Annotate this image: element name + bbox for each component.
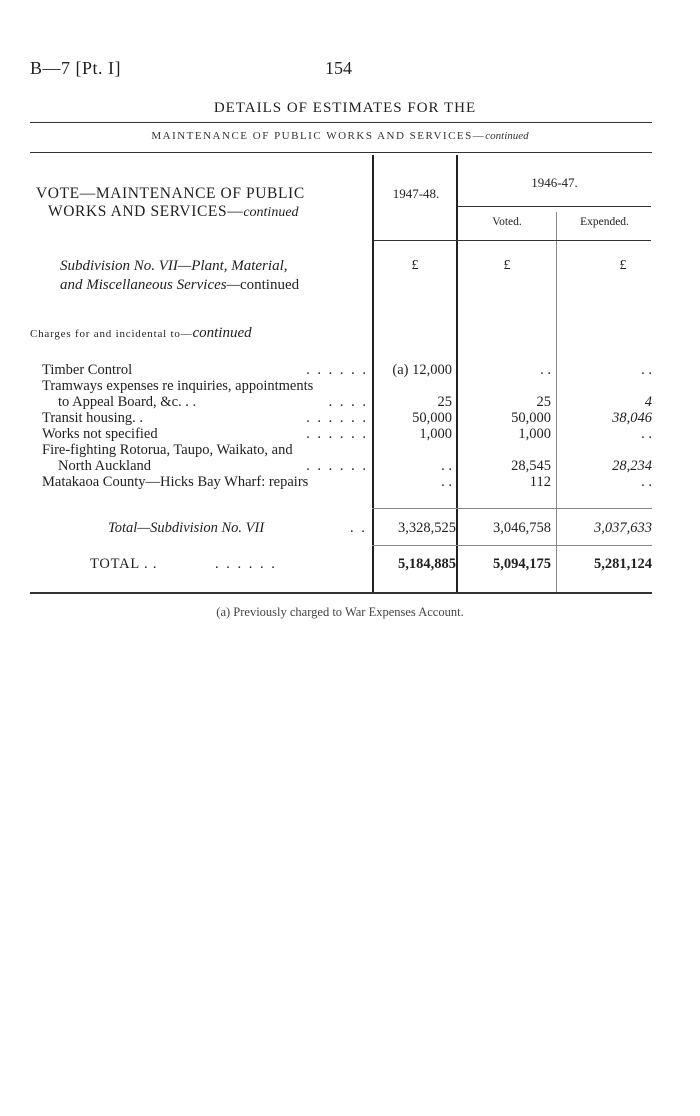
row-dots: . . . . . . bbox=[306, 426, 368, 442]
table-top-rule bbox=[30, 152, 652, 153]
row-label: Fire-fighting Rotorua, Taupo, Waikato, and bbox=[42, 442, 293, 458]
subdivision-line2-plain: continued bbox=[239, 277, 300, 293]
header-bottom-rule bbox=[374, 240, 651, 241]
total-voted: 5,094,175 bbox=[493, 556, 551, 572]
row-dots: . . . . bbox=[328, 394, 368, 410]
charges-continued: continued bbox=[192, 325, 252, 341]
row-expended: . . bbox=[641, 474, 652, 490]
currency-expended: £ bbox=[619, 258, 627, 273]
row-dots: . . . . . . bbox=[306, 458, 368, 474]
row-voted: 25 bbox=[536, 394, 551, 410]
row-label: North Auckland bbox=[58, 458, 152, 474]
subheader-rule bbox=[458, 206, 651, 207]
row-label: Transit housing. . bbox=[42, 410, 143, 426]
row-dots: . . . . . . bbox=[306, 362, 368, 378]
subtotal-1947-48: 3,328,525 bbox=[398, 520, 456, 536]
subtitle-continued: continued bbox=[485, 130, 529, 142]
total-expended: 5,281,124 bbox=[594, 556, 652, 572]
subdivision-heading bbox=[60, 257, 299, 295]
page-subtitle bbox=[0, 130, 680, 142]
charges-heading bbox=[30, 325, 252, 342]
row-expended: 28,234 bbox=[612, 458, 652, 474]
subtotal-voted: 3,046,758 bbox=[493, 520, 551, 536]
vote-heading-line2 bbox=[36, 203, 305, 222]
row-1947-48: 50,000 bbox=[412, 410, 452, 426]
row-1947-48: 1,000 bbox=[419, 426, 452, 442]
row-expended: . . bbox=[641, 426, 652, 442]
page-number: 154 bbox=[325, 58, 352, 78]
row-1947-48: (a) 12,000 bbox=[392, 362, 452, 378]
subdivision-line1: Subdivision No. VII—Plant, Material, bbox=[60, 258, 288, 274]
subtitle-main: MAINTENANCE OF PUBLIC WORKS AND SERVICES— bbox=[151, 130, 486, 142]
total-1947-48: 5,184,885 bbox=[398, 556, 456, 572]
row-expended: 38,046 bbox=[612, 410, 652, 426]
row-voted: 112 bbox=[529, 474, 551, 490]
column-header-1947-48: 1947-48. bbox=[392, 186, 440, 201]
document-reference: B—7 [Pt. I] bbox=[30, 58, 121, 78]
row-1947-48: . . bbox=[441, 458, 452, 474]
subtotal-label: Total—Subdivision No. VII bbox=[108, 520, 265, 536]
row-voted: 1,000 bbox=[518, 426, 551, 442]
subdivision-line2-italic: and Miscellaneous Services— bbox=[60, 277, 240, 293]
row-voted: . . bbox=[540, 362, 551, 378]
footnote: (a) Previously charged to War Expenses Account. bbox=[216, 605, 464, 619]
vote-heading-main: WORKS AND SERVICES— bbox=[48, 203, 244, 220]
row-expended: . . bbox=[641, 362, 652, 378]
row-expended: 4 bbox=[644, 394, 652, 410]
row-label: Works not specified bbox=[42, 426, 158, 442]
subtotal-rule-bottom bbox=[372, 545, 652, 546]
row-voted: 50,000 bbox=[511, 410, 551, 426]
total-dots: . . . . . . bbox=[215, 556, 277, 572]
column-divider-expended bbox=[556, 212, 557, 592]
vote-heading bbox=[36, 185, 305, 222]
column-header-voted: Voted. bbox=[492, 216, 522, 228]
currency-1947: £ bbox=[411, 258, 419, 273]
vote-heading-continued: continued bbox=[243, 205, 299, 220]
subtotal-dots: . . bbox=[350, 520, 367, 536]
row-label: to Appeal Board, &c. . . bbox=[58, 394, 197, 410]
currency-voted: £ bbox=[503, 258, 511, 273]
row-label: Timber Control bbox=[42, 362, 133, 378]
table-bottom-rule bbox=[30, 592, 652, 594]
row-dots: . . . . . . bbox=[306, 410, 368, 426]
page-title: DETAILS OF ESTIMATES FOR THE bbox=[213, 100, 477, 116]
subdivision-line2 bbox=[60, 276, 299, 295]
row-label: Tramways expenses re inquiries, appointments bbox=[42, 378, 314, 394]
title-rule bbox=[30, 122, 652, 123]
column-header-expended: Expended. bbox=[580, 216, 629, 228]
column-header-1946-47: 1946-47. bbox=[531, 175, 578, 190]
subtotal-rule-top bbox=[372, 508, 652, 509]
vote-heading-line1: VOTE—MAINTENANCE OF PUBLIC bbox=[36, 185, 305, 202]
row-voted: 28,545 bbox=[511, 458, 551, 474]
row-1947-48: . . bbox=[441, 474, 452, 490]
row-1947-48: 25 bbox=[437, 394, 452, 410]
subtotal-expended: 3,037,633 bbox=[594, 520, 652, 536]
charges-label: Charges for and incidental to— bbox=[30, 328, 193, 340]
total-label: TOTAL . . bbox=[90, 556, 158, 572]
row-label: Matakaoa County—Hicks Bay Wharf: repairs bbox=[42, 474, 309, 490]
